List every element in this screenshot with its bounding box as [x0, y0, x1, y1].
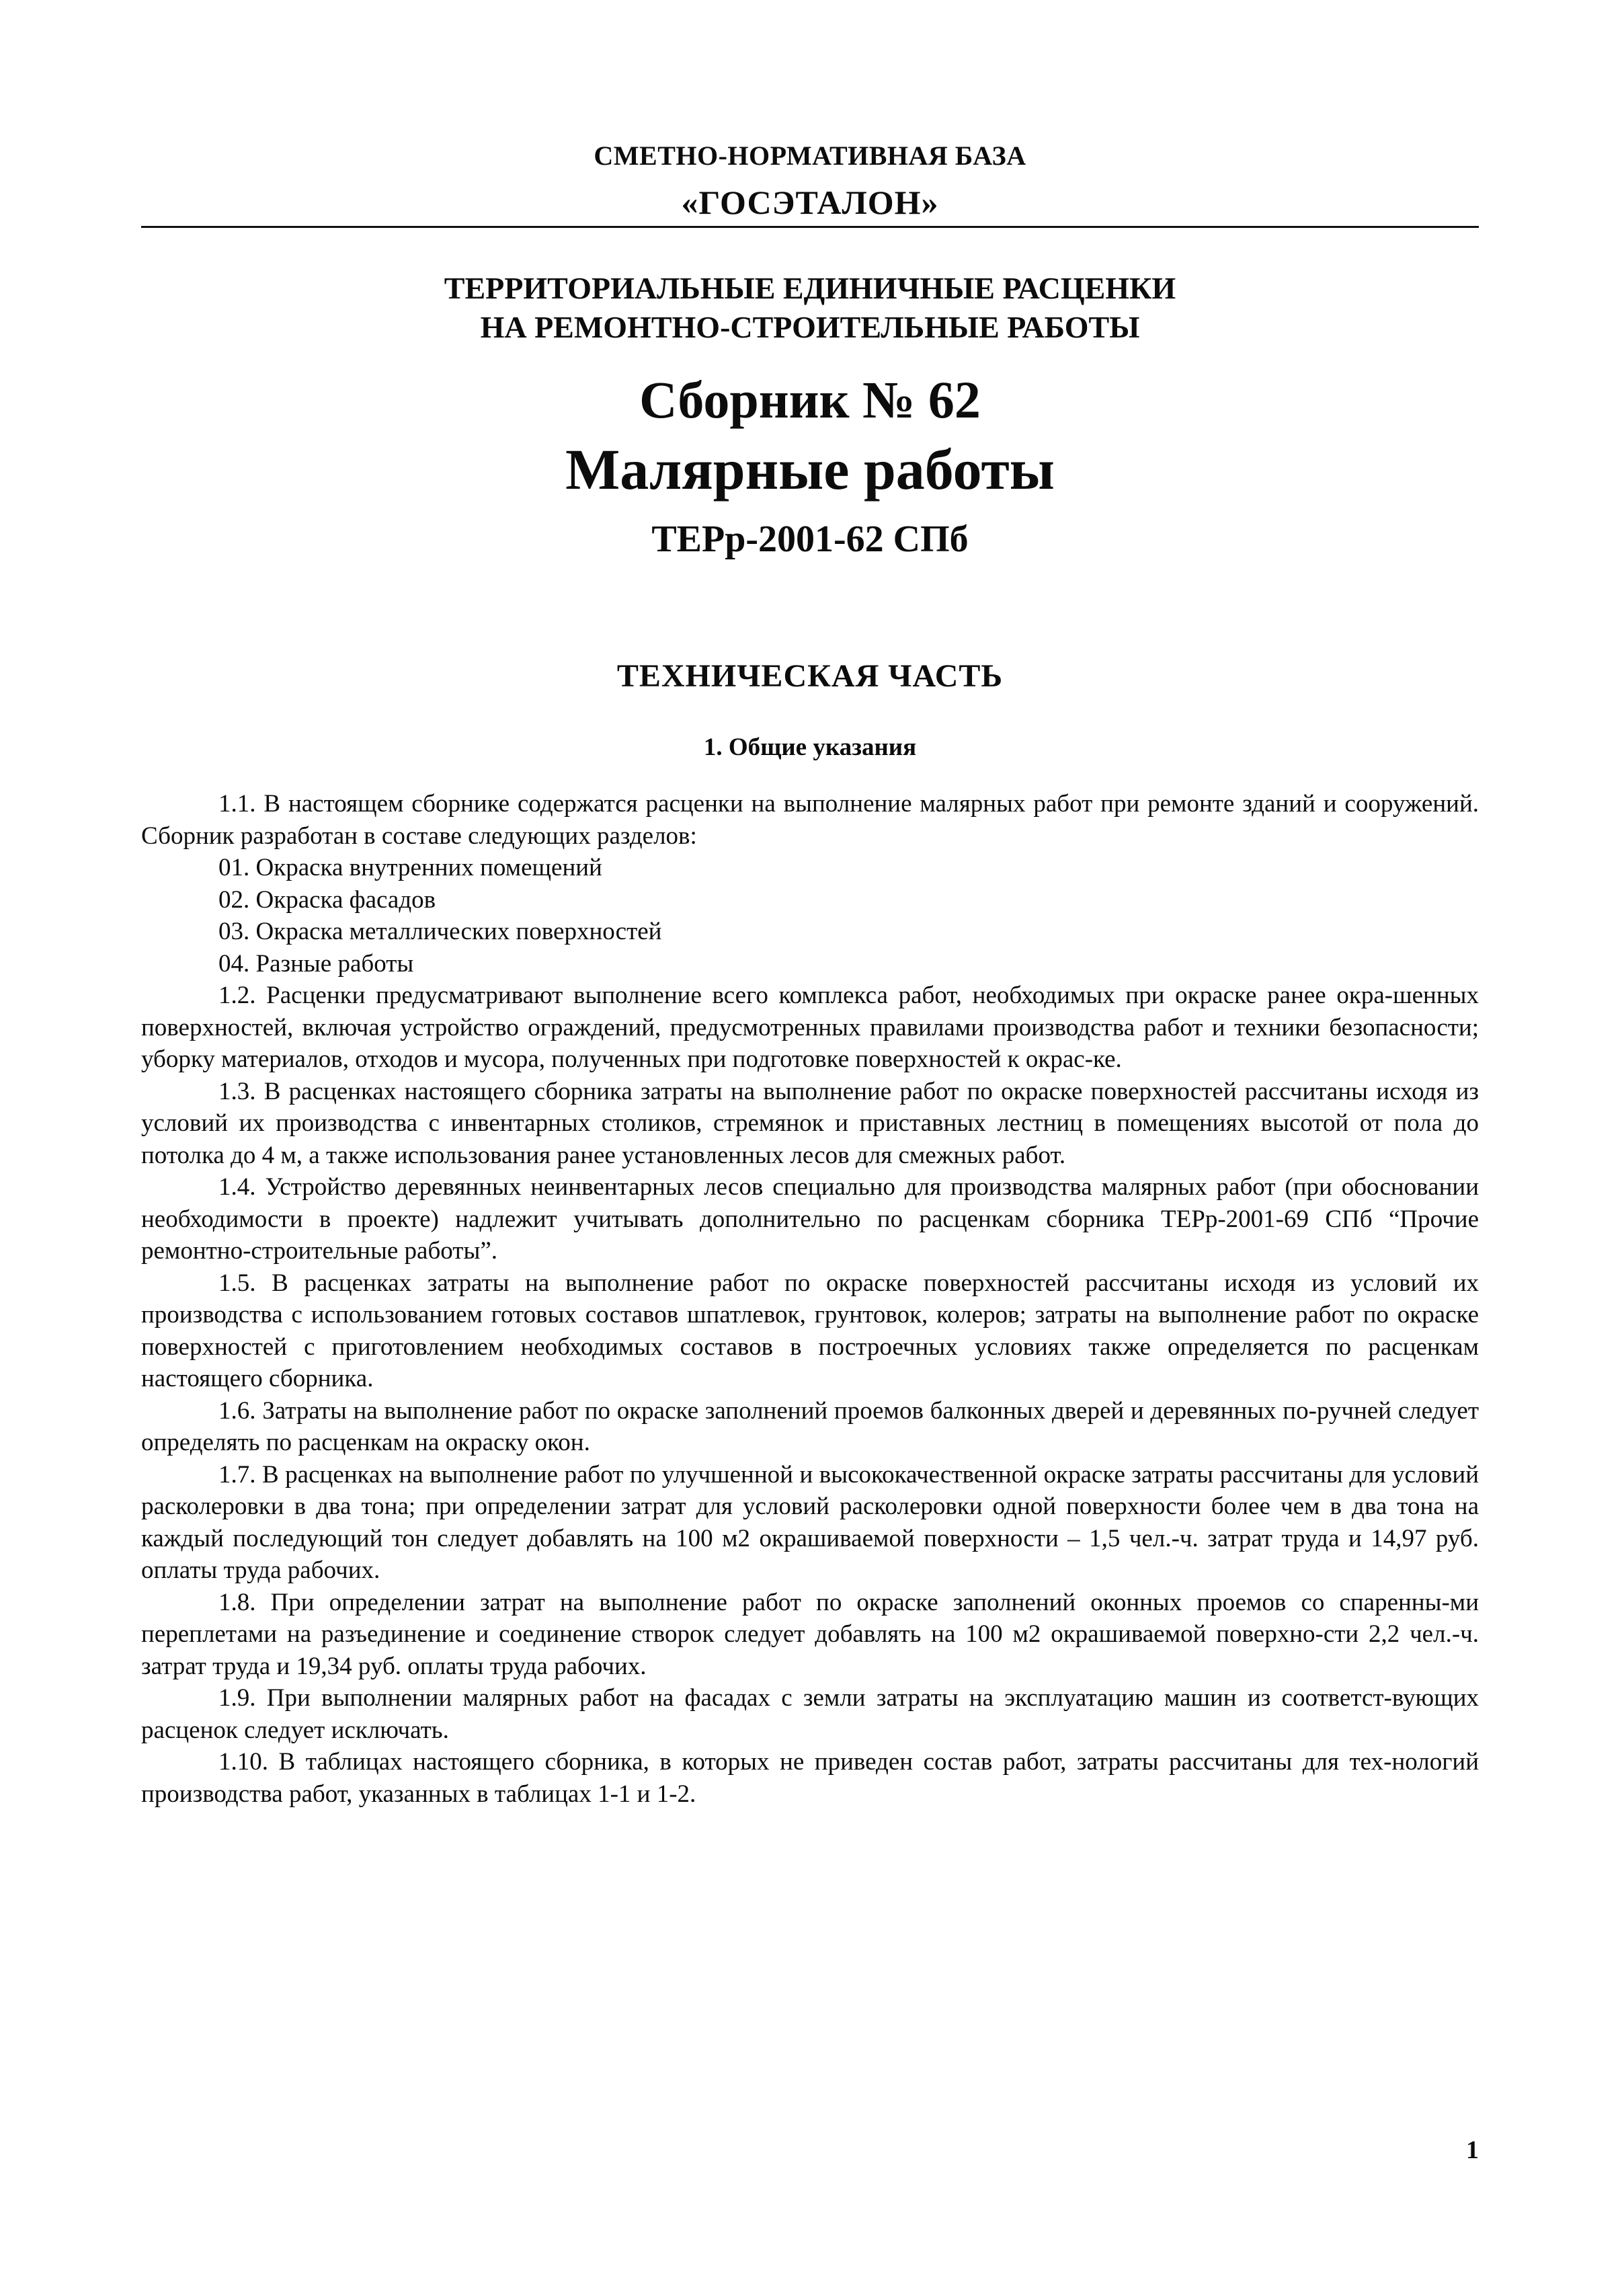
- header-divider: [141, 226, 1479, 228]
- paragraph-1-9: 1.9. При выполнении малярных работ на фасадах с земли затраты на эксплуатацию машин из соответст-вующих расценок следует исключать.: [141, 1684, 1479, 1744]
- collection-name: Малярные работы: [565, 437, 1055, 502]
- paragraph-1-7: 1.7. В расценках на выполнение работ по улучшенной и высококачественной окраске затраты рассчитаны для условий расколеровки в два тона; при определении затрат для условий расколеровки одной поверхности более чем в два тона на каждый последующий тон следует добавлять на 100 м2 окрашиваемой поверхности – 1,5 чел.-ч. затрат труда и 14,97 руб. оплаты труда рабочих.: [141, 1460, 1479, 1584]
- paragraph-1-3: 1.3. В расценках настоящего сборника затраты на выполнение работ по окраске поверхностей рассчитаны исходя из условий их производства с инвентарных столиков, стремянок и приставных лестниц в помещениях высотой от пола до потолка до 4 м, а также использования ранее установленных лесов для смежных работ.: [141, 1077, 1479, 1169]
- title-line-1: ТЕРРИТОРИАЛЬНЫЕ ЕДИНИЧНЫЕ РАСЦЕНКИ: [444, 271, 1176, 305]
- title-line-2: НА РЕМОНТНО-СТРОИТЕЛЬНЫЕ РАБОТЫ: [480, 310, 1140, 344]
- part-title: ТЕХНИЧЕСКАЯ ЧАСТЬ: [616, 658, 1004, 694]
- header-brand: «ГОСЭТАЛОН»: [681, 184, 939, 221]
- page-number: 1: [1466, 2136, 1479, 2164]
- paragraph-1-10: 1.10. В таблицах настоящего сборника, в которых не приведен состав работ, затраты рассчитаны для тех-нологий производства работ, указанных в таблицах 1-1 и 1-2.: [141, 1748, 1479, 1808]
- list-item-section-03: 03. Окраска металлических поверхностей: [218, 918, 662, 945]
- list-item-section-02: 02. Окраска фасадов: [218, 885, 436, 914]
- paragraph-1-2: 1.2. Расценки предусматривают выполнение всего комплекса работ, необходимых при окраске ранее окра-шенных поверхностей, включая устройство ограждений, предусмотренных правилами производства работ и техники безопасности; уборку материалов, отходов и мусора, полученных при подготовке поверхностей к окрас-ке.: [141, 982, 1479, 1073]
- section-title: 1. Общие указания: [703, 734, 917, 761]
- collection-number: Сборник № 62: [639, 370, 981, 429]
- paragraph-1-8: 1.8. При определении затрат на выполнение работ по окраске заполнений оконных проемов со спаренны-ми переплетами на разъединение и соединение створок следует добавлять на 100 м2 окрашиваемой поверхно-сти 2,2 чел.-ч. затрат труда и 19,34 руб. оплаты труда рабочих.: [141, 1588, 1479, 1680]
- paragraph-1-4: 1.4. Устройство деревянных неинвентарных лесов специально для производства малярных работ (при обосновании необходимости в проекте) надлежит учитывать дополнительно по расценкам сборника ТЕРр-2001-69 СПб “Прочие ремонтно-строительные работы”.: [141, 1173, 1479, 1265]
- body-text: [141, 788, 1479, 1810]
- list-item-section-04: 04. Разные работы: [218, 949, 414, 978]
- header-database-name: СМЕТНО-НОРМАТИВНАЯ БАЗА: [594, 141, 1026, 171]
- collection-code: ТЕРр-2001-62 СПб: [651, 518, 969, 560]
- paragraph-1-5: 1.5. В расценках затраты на выполнение работ по окраске поверхностей рассчитаны исходя из условий их производства с использованием готовых составов шпатлевок, грунтовок, колеров; затраты на выполнение работ по окраске поверхностей с приготовлением необходимых составов в построечных условиях также определяется по расценкам настоящего сборника.: [141, 1269, 1479, 1392]
- list-item-section-01: 01. Окраска внутренних помещений: [218, 854, 602, 881]
- paragraph-1-6: 1.6. Затраты на выполнение работ по окраске заполнений проемов балконных дверей и деревянных по-ручней следует определять по расценкам на окраску окон.: [141, 1396, 1479, 1456]
- paragraph-1-1: 1.1. В настоящем сборнике содержатся расценки на выполнение малярных работ при ремонте зданий и сооружений. Сборник разработан в составе следующих разделов:: [141, 790, 1479, 850]
